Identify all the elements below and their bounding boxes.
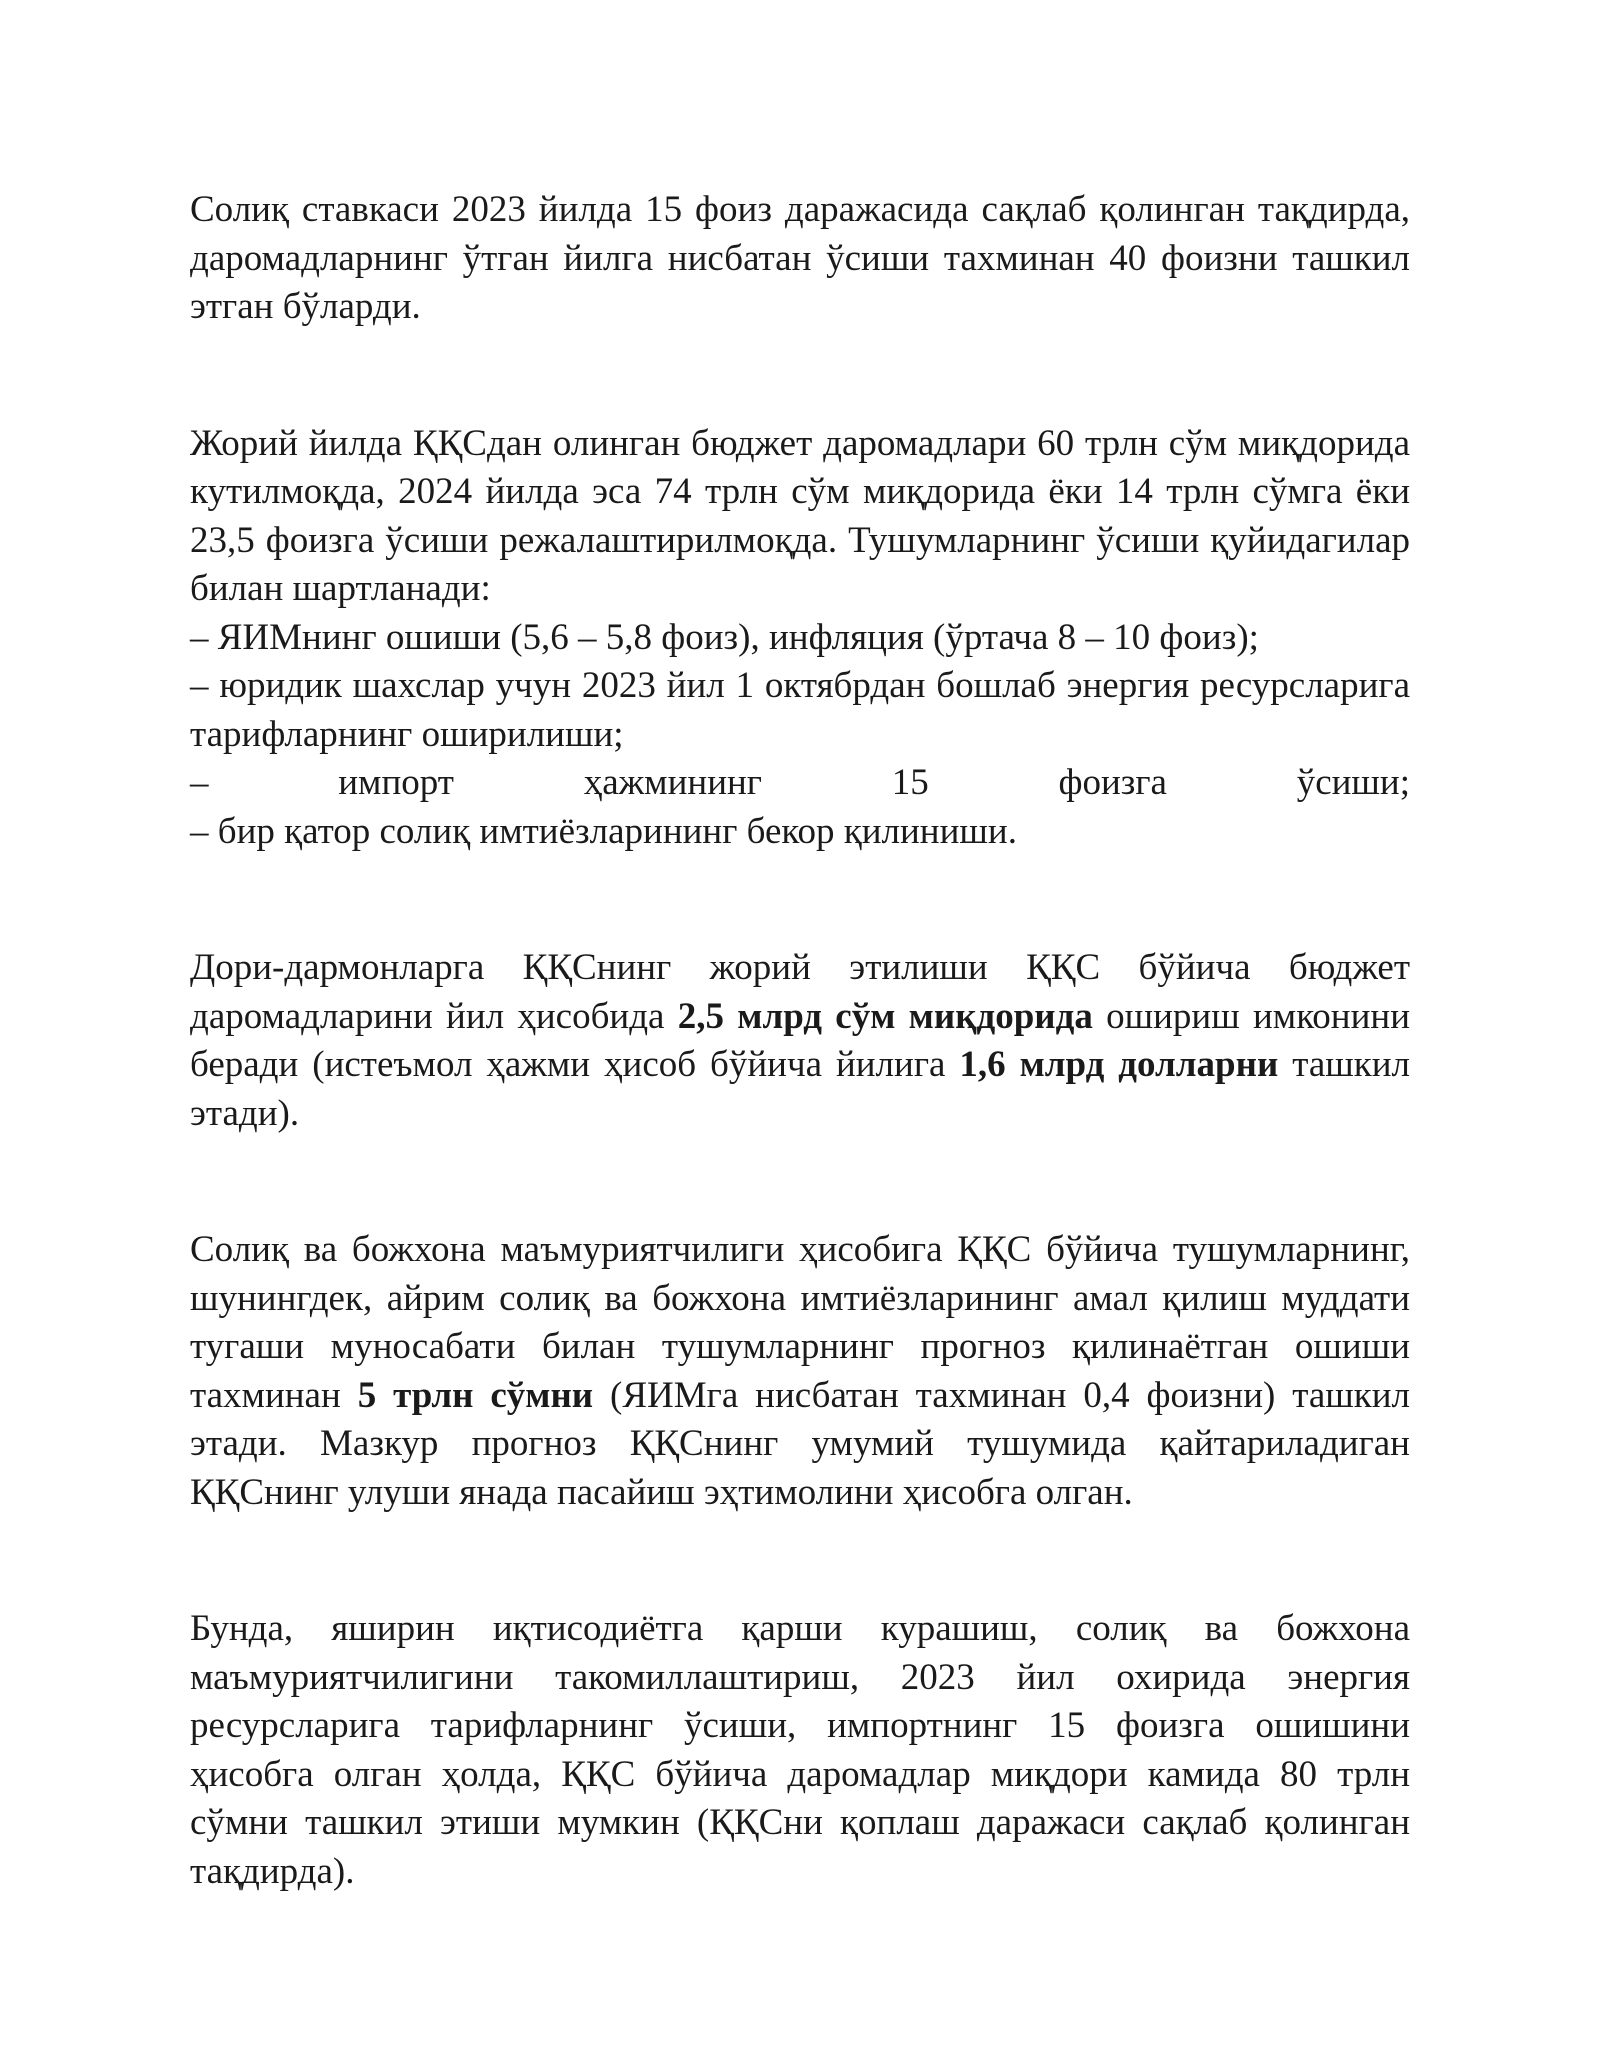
growth-factors-list <box>190 614 1410 857</box>
paragraph-tax-rate: Солиқ ставкаси 2023 йилда 15 фоиз даражасида сақлаб қолинган тақдирда, даромадларнинг ўтган йилга нисбатан ўсиши тахминан 40 фоизни ташкил этган бўларди. <box>190 189 1410 327</box>
paragraph-administration <box>190 1226 1410 1517</box>
list-item: – импорт ҳажмининг 15 фоизга ўсиши; <box>190 762 1410 803</box>
paragraph-medicines-vat <box>190 944 1410 1138</box>
text-run: Дори-дармонларга ҚҚСнинг жорий этилиши ҚҚС бўйича бюджет даромадларини йил ҳисобида <box>190 947 1410 1037</box>
document-page <box>190 186 1410 1984</box>
bold-amount: 1,6 млрд долларни <box>959 1044 1279 1085</box>
bold-amount: 5 трлн сўмни <box>357 1374 594 1416</box>
text-run: Солиқ ва божхона маъмуриятчилиги ҳисобига ҚҚС бўйича тушумларнинг, шунингдек, айрим солиқ ва божхона имтиёзларининг амал қилиш муддати тугаши муносабати билан тушумларнинг прогноз қилинаётган ошиши тахминан <box>190 1229 1410 1416</box>
list-item: – ЯИМнинг ошиши (5,6 – 5,8 фоиз), инфляция (ўртача 8 – 10 фоиз); <box>190 616 1259 658</box>
list-item: – бир қатор солиқ имтиёзларининг бекор қилиниши. <box>190 810 1017 852</box>
bold-amount: 2,5 млрд сўм миқдорида <box>677 995 1093 1037</box>
text-run: ташкил этади). <box>190 1044 1410 1134</box>
list-item: – юридик шахслар учун 2023 йил 1 октябрдан бошлаб энергия ресурсларига тарифларнинг оширилиши; <box>190 665 1410 755</box>
text-run: ошириш имконини беради (истеъмол ҳажми ҳисоб бўйича йилига <box>190 995 1411 1085</box>
paragraph-forecast: Бунда, яширин иқтисодиётга қарши курашиш, солиқ ва божхона маъмуриятчилигини такомиллаштириш, 2023 йил охирида энергия ресурсларига тарифларнинг ўсиши, импортнинг 15 фоизга ошишини ҳисобга олган ҳолда, ҚҚС бўйича даромадлар миқдори камида 80 трлн сўмни ташкил этиши мумкин (ҚҚСни қоплаш даражаси сақлаб қолинган тақдирда). <box>190 1608 1410 1892</box>
paragraph-vat-revenue: Жорий йилда ҚҚСдан олинган бюджет даромадлари 60 трлн сўм миқдорида кутилмоқда, 2024 йилда эса 74 трлн сўм миқдорида ёки 14 трлн сўмга ёки 23,5 фоизга ўсиши режалаштирилмоқда. Тушумларнинг ўсиши қуйидагилар билан шартланади: <box>190 422 1410 609</box>
text-run: (ЯИМга нисбатан тахминан 0,4 фоизни) ташкил этади. Мазкур прогноз ҚҚСнинг умумий тушумида қайтариладиган ҚҚСнинг улуши янада пасайиш эҳтимолини ҳисобга олган. <box>190 1374 1410 1513</box>
